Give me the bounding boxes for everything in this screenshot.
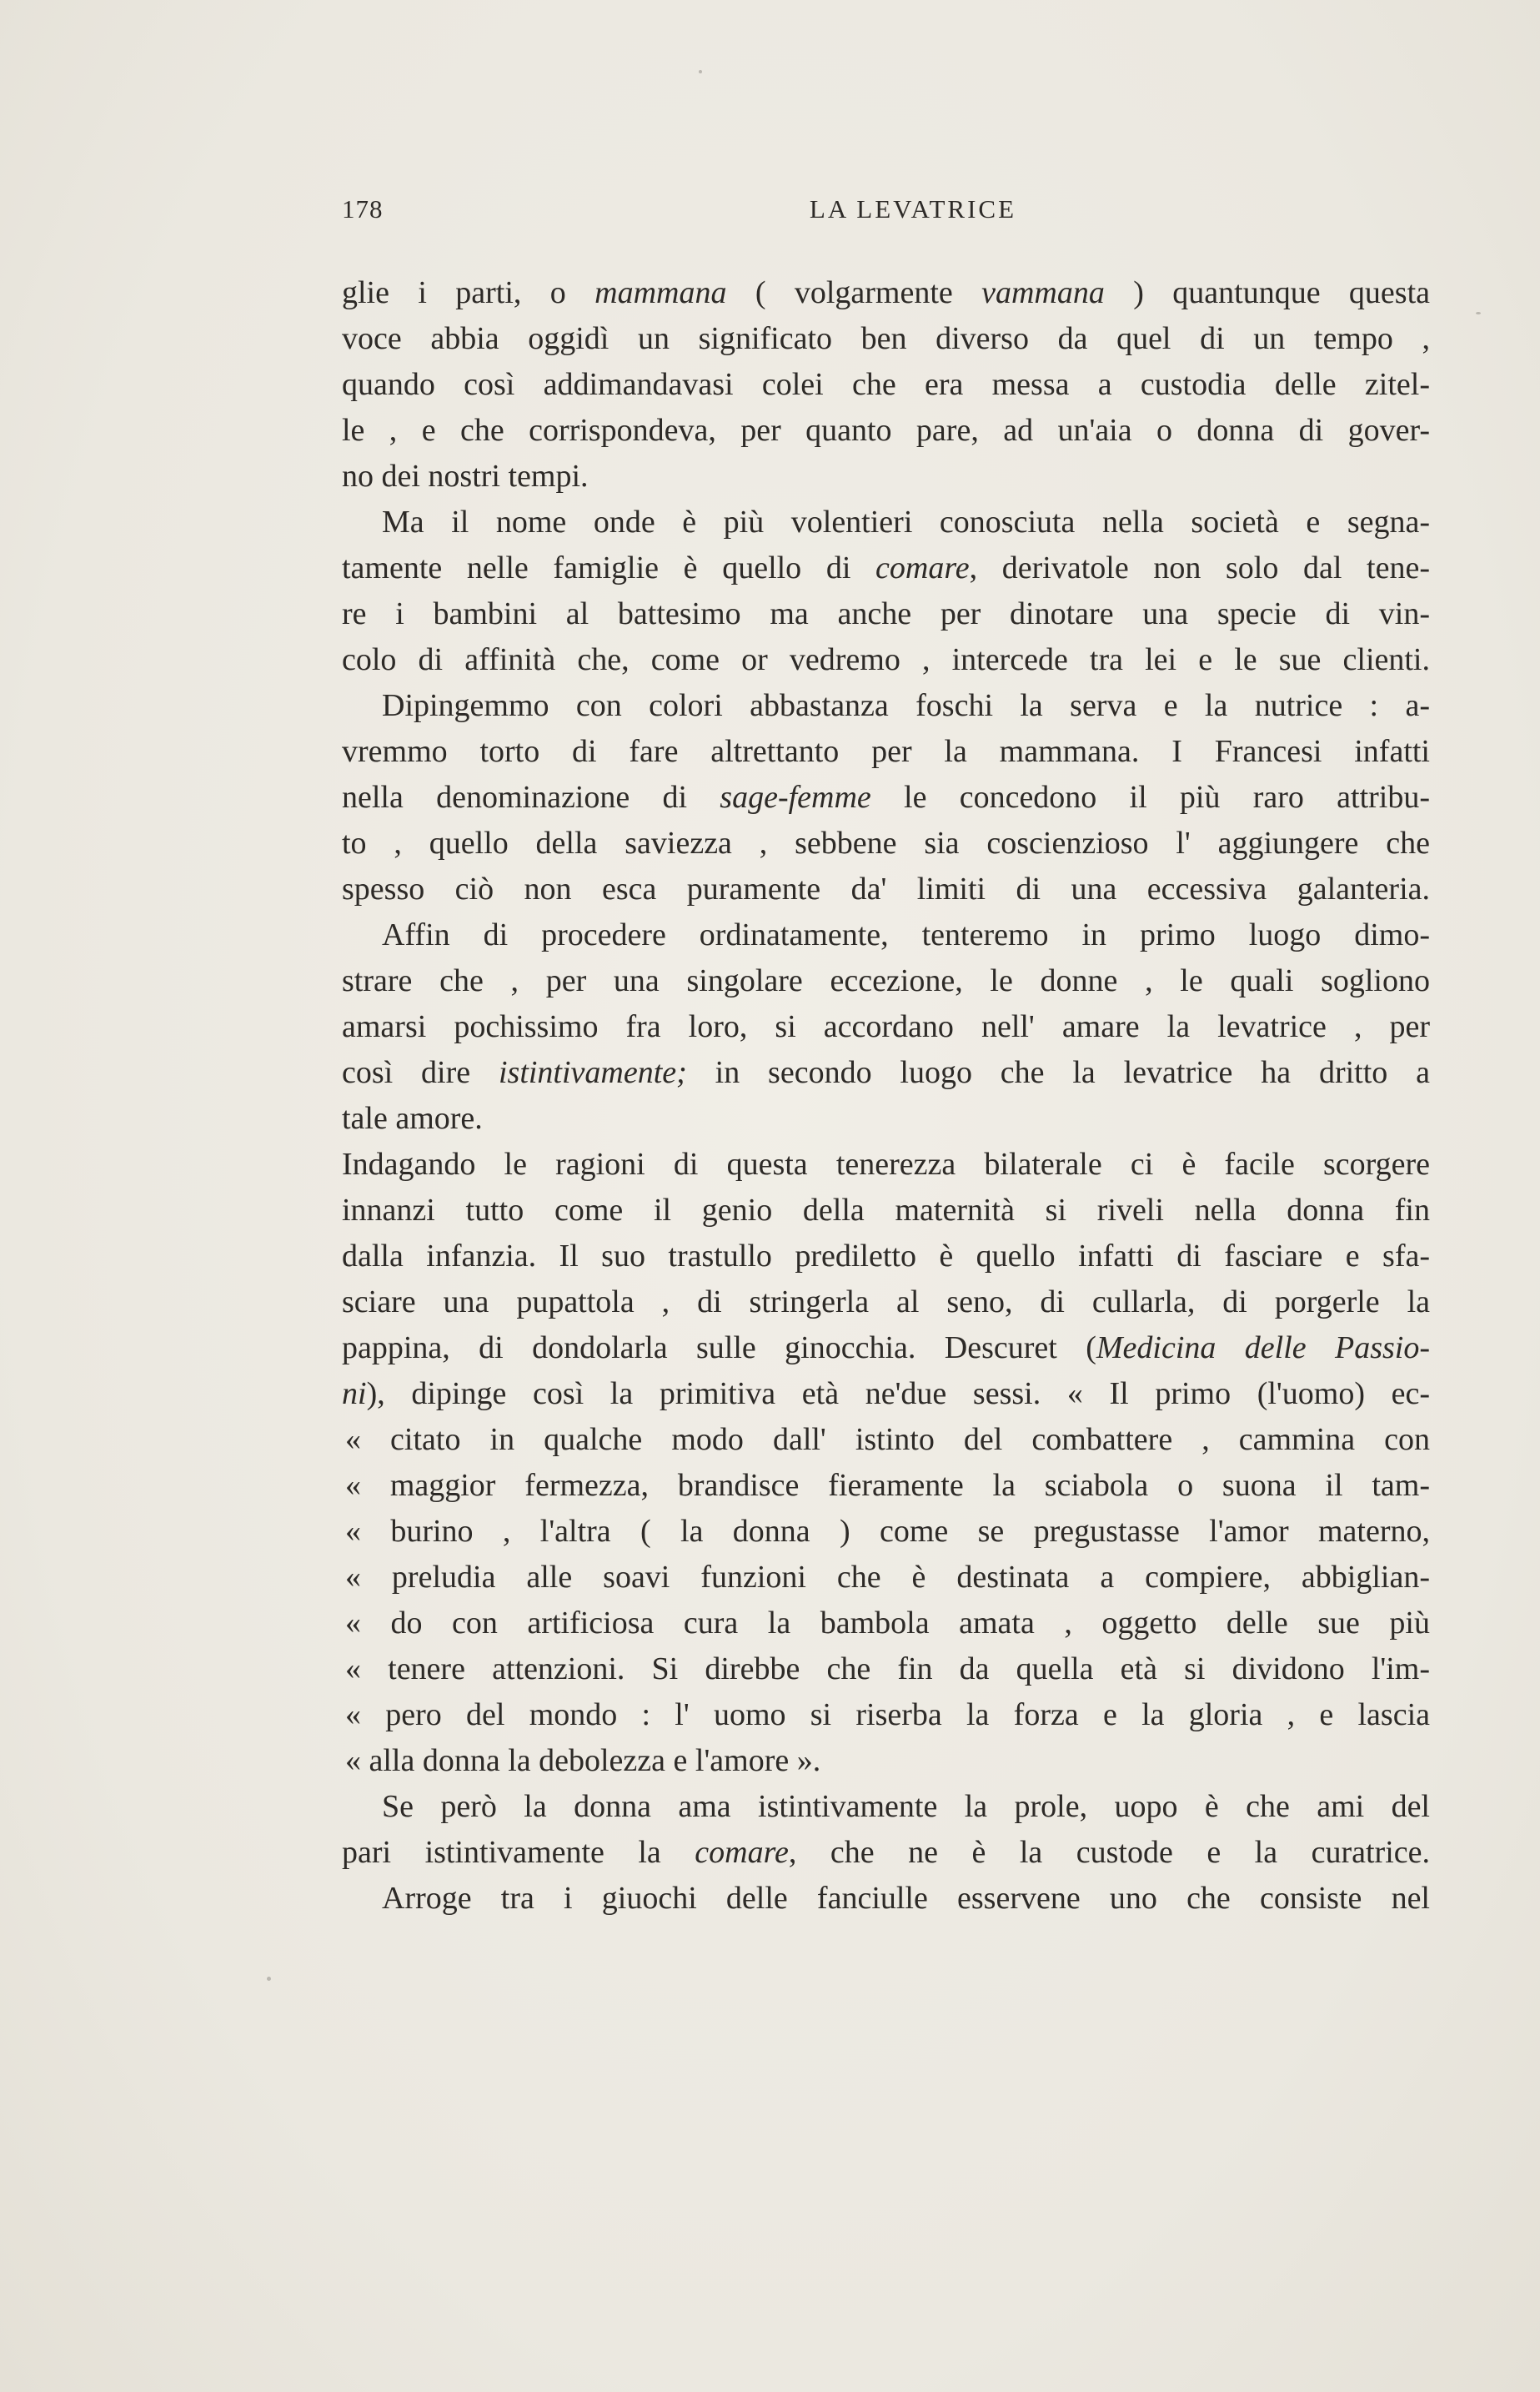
text-line: innanzi tutto come il genio della maternità si riveli nella donna fin <box>342 1193 1430 1228</box>
quote-line: « tenere attenzioni. Si direbbe che fin da quella età si dividono l'im- <box>345 1651 1430 1686</box>
text-line: Se però la donna ama istintivamente la prole, uopo è che ami del <box>382 1789 1430 1824</box>
quote-line: « citato in qualche modo dall' istinto del combattere , cammina con <box>345 1422 1430 1457</box>
paper-speck <box>699 70 702 73</box>
body-text <box>342 270 1430 1922</box>
quote-line: « do con artificiosa cura la bambola amata , oggetto delle sue più <box>345 1606 1430 1641</box>
paper-speck <box>1476 312 1481 314</box>
text-line: re i bambini al battesimo ma anche per dinotare una specie di vin- <box>342 596 1430 631</box>
text-line: Dipingemmo con colori abbastanza foschi la serva e la nutrice : a- <box>382 688 1430 723</box>
text-line: amarsi pochissimo fra loro, si accordano nell' amare la levatrice , per <box>342 1009 1430 1044</box>
text-line: Indagando le ragioni di questa tenerezza bilaterale ci è facile scorgere <box>342 1147 1430 1182</box>
text-line: Arroge tra i giuochi delle fanciulle esservene uno che consiste nel <box>382 1881 1430 1916</box>
text-line: spesso ciò non esca puramente da' limiti di una eccessiva galanteria. <box>342 872 1430 907</box>
quote-line: « alla donna la debolezza e l'amore ». <box>345 1743 821 1778</box>
italic-term: vammana <box>981 275 1105 310</box>
running-title: LA LEVATRICE <box>809 194 1017 224</box>
quote-line: « maggior fermezza, brandisce fieramente la sciabola o suona il tam- <box>345 1468 1430 1503</box>
italic-term: sage-femme <box>720 780 871 815</box>
quote-line: « pero del mondo : l' uomo si riserba la forza e la gloria , e lascia <box>345 1697 1430 1732</box>
text-line: voce abbia oggidì un significato ben diverso da quel di un tempo , <box>342 321 1430 356</box>
text-line: no dei nostri tempi. <box>342 459 589 494</box>
text-line: tamente nelle famiglie è quello di comare, derivatole non solo dal tene- <box>342 550 1430 585</box>
paper-speck <box>267 1977 271 1981</box>
italic-term: istintivamente; <box>498 1055 687 1090</box>
italic-term: comare <box>875 550 970 585</box>
text-line: dalla infanzia. Il suo trastullo prediletto è quello infatti di fasciare e sfa- <box>342 1239 1430 1274</box>
text-line: così dire istintivamente; in secondo luogo che la levatrice ha dritto a <box>342 1055 1430 1090</box>
italic-term: Medicina delle Passio- <box>1096 1330 1431 1365</box>
text-line: quando così addimandavasi colei che era messa a custodia delle zitel- <box>342 367 1430 402</box>
text-line: sciare una pupattola , di stringerla al seno, di cullarla, di porgerle la <box>342 1284 1430 1319</box>
text-line: pappina, di dondolarla sulle ginocchia. Descuret (Medicina delle Passio- <box>342 1330 1431 1365</box>
text-line: pari istintivamente la comare, che ne è la custode e la curatrice. <box>342 1835 1430 1870</box>
text-line: tale amore. <box>342 1101 483 1136</box>
quote-line: « preludia alle soavi funzioni che è destinata a compiere, abbiglian- <box>345 1560 1430 1595</box>
text-line: vremmo torto di fare altrettanto per la mammana. I Francesi infatti <box>342 734 1430 769</box>
text-line: colo di affinità che, come or vedremo , intercede tra lei e le sue clienti. <box>342 642 1430 677</box>
text-line: to , quello della saviezza , sebbene sia coscienzioso l' aggiungere che <box>342 826 1430 861</box>
page-header <box>342 194 1426 236</box>
text-line: strare che , per una singolare eccezione, le donne , le quali sogliono <box>342 963 1430 998</box>
quote-line: « burino , l'altra ( la donna ) come se pregustasse l'amor materno, <box>345 1514 1430 1549</box>
page-number: 178 <box>342 194 384 224</box>
text-line: nella denominazione di sage-femme le concedono il più raro attribu- <box>342 780 1430 815</box>
italic-term: ni <box>342 1376 367 1411</box>
text-line: Ma il nome onde è più volentieri conosciuta nella società e segna- <box>382 505 1430 540</box>
text-line: Affin di procedere ordinatamente, tenteremo in primo luogo dimo- <box>382 917 1430 952</box>
text-line: ni), dipinge così la primitiva età ne'due sessi. « Il primo (l'uomo) ec- <box>342 1376 1430 1411</box>
italic-term: comare <box>695 1835 789 1870</box>
text-line: glie i parti, o mammana ( volgarmente vammana ) quantunque questa <box>342 275 1430 310</box>
italic-term: mammana <box>594 275 727 310</box>
text-line: le , e che corrispondeva, per quanto pare, ad un'aia o donna di gover- <box>342 413 1430 448</box>
